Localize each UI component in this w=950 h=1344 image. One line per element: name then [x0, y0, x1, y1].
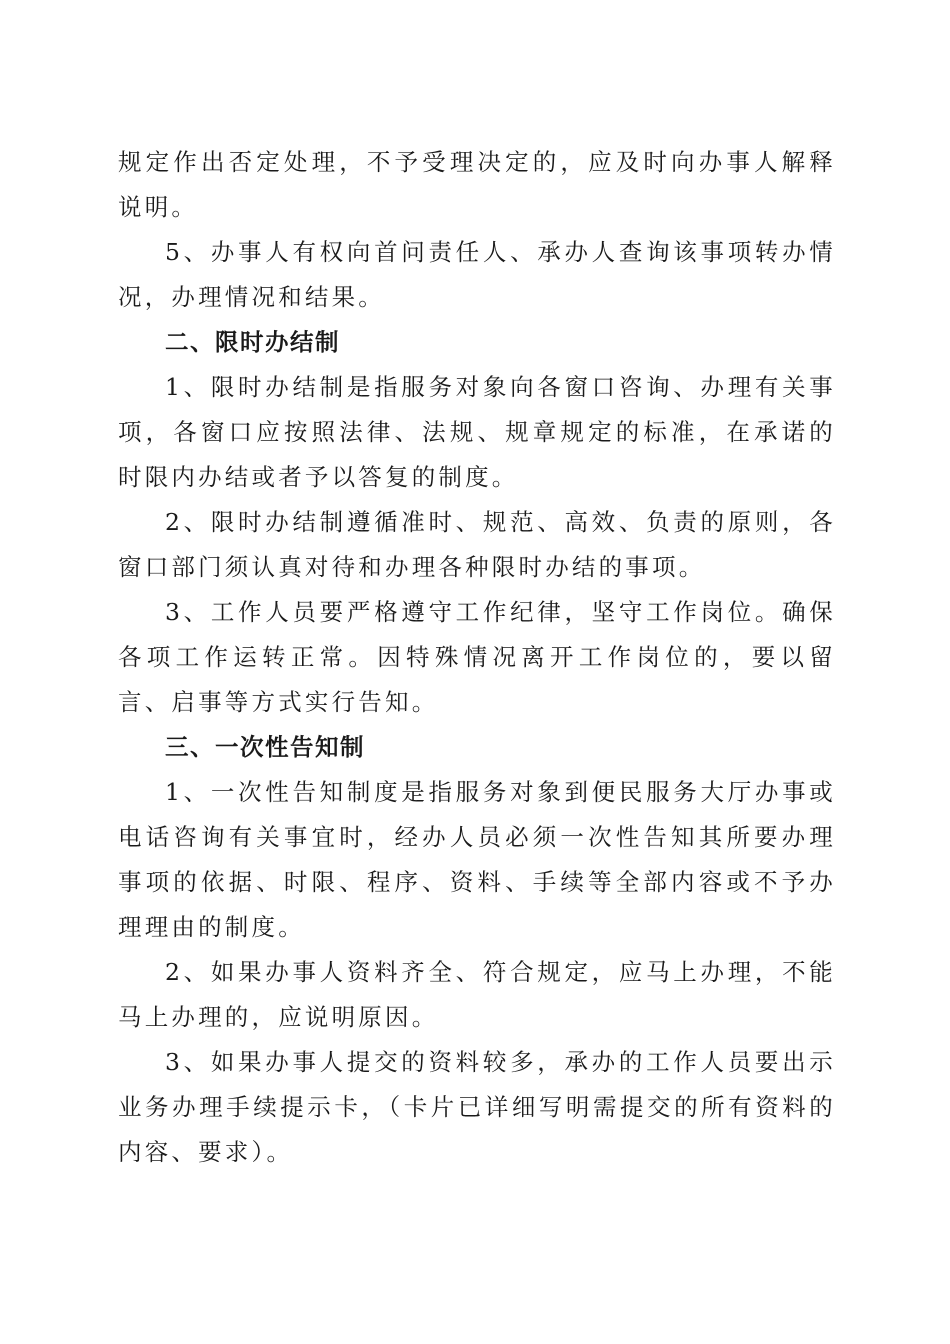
paragraph-continuation: 规定作出否定处理，不予受理决定的，应及时向办事人解释说明。 — [118, 148, 836, 221]
paragraph-time-limit-1: 1、限时办结制是指服务对象向各窗口咨询、办理有关事项，各窗口应按照法律、法规、规章规定的标准，在承诺的时限内办结或者予以答复的制度。 — [118, 373, 836, 491]
section-heading-one-time-notice: 三、一次性告知制 — [165, 733, 365, 761]
document-page — [118, 140, 836, 1175]
section-heading-time-limit: 二、限时办结制 — [165, 328, 340, 356]
paragraph-time-limit-2: 2、限时办结制遵循准时、规范、高效、负责的原则，各窗口部门须认真对待和办理各种限时办结的事项。 — [118, 508, 836, 581]
paragraph-time-limit-3: 3、工作人员要严格遵守工作纪律，坚守工作岗位。确保各项工作运转正常。因特殊情况离开工作岗位的，要以留言、启事等方式实行告知。 — [118, 598, 836, 716]
paragraph-one-time-notice-2: 2、如果办事人资料齐全、符合规定，应马上办理，不能马上办理的，应说明原因。 — [118, 958, 836, 1031]
paragraph-item-5: 5、办事人有权向首问责任人、承办人查询该事项转办情况，办理情况和结果。 — [118, 238, 836, 311]
paragraph-one-time-notice-3: 3、如果办事人提交的资料较多，承办的工作人员要出示业务办理手续提示卡，（卡片已详细写明需提交的所有资料的内容、要求）。 — [118, 1048, 836, 1166]
paragraph-one-time-notice-1: 1、一次性告知制度是指服务对象到便民服务大厅办事或电话咨询有关事宜时，经办人员必须一次性告知其所要办理事项的依据、时限、程序、资料、手续等全部内容或不予办理理由的制度。 — [118, 778, 836, 941]
